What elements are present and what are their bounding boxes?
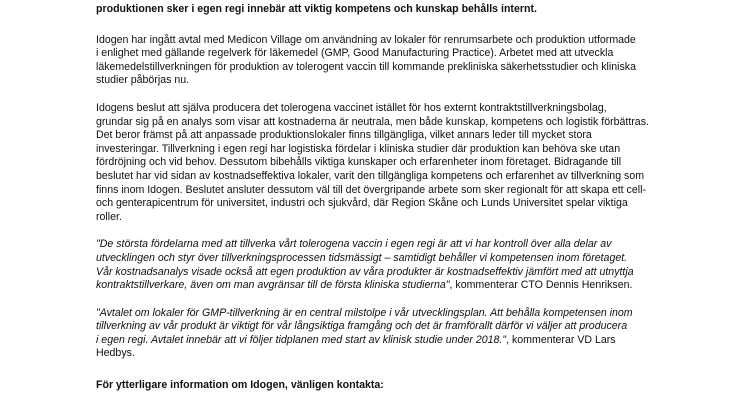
quote-line-italic: kontraktstillverkare, även om man avgränsar till de första kliniska studierna" — [96, 279, 450, 292]
quote-ceo — [96, 307, 656, 361]
quote-line: "Avtalet om lokaler för GMP-tillverkning är en central milstolpe i vår utvecklingsplan. Att behålla kompetensen inom — [96, 306, 633, 319]
contact-heading: För ytterligare information om Idogen, vänligen kontakta: — [96, 379, 384, 392]
lead-paragraph-fragment: produktionen sker i egen regi innebär att viktig kompetens och kunskap behålls internt. — [96, 3, 537, 15]
text-line: Det beror främst på att anpassade produktionslokaler finns tillgängliga, vilket annars leder till mycket stora — [96, 129, 592, 142]
text-line: och genterapicentrum för universitet, industri och sjukvård, där Region Skåne och Lunds Universitet spelar viktiga — [96, 197, 628, 210]
text-line: roller. — [96, 210, 122, 223]
quote-line: Vår kostnadsanalys visade också att egen produktion av våra produkter är kostnadseffektiv jämfört med att utnyttja — [96, 265, 634, 278]
quote-last-line — [96, 279, 656, 293]
paragraph-agreement — [96, 34, 656, 88]
text-line: Idogen har ingått avtal med Medicon Village om användning av lokaler för renrumsarbete och produktion utformade — [96, 33, 636, 46]
text-line: Idogens beslut att själva producera det tolerogena vaccinet istället för hos externt kontraktstillverkningsbolag, — [96, 101, 607, 114]
text-line: läkemedelstillverkningen för produktion av tolerogent vaccin till kommande prekliniska säkerhetsstudier och kliniska — [96, 60, 636, 73]
text-line: studier påbörjas nu. — [96, 74, 190, 87]
quote-line: tillverkning av vår produkt är viktigt för vår långsiktiga framgång och det är framförallt därför vi väljer att producera — [96, 320, 628, 333]
quote-cto — [96, 238, 656, 292]
press-release-page — [96, 0, 656, 393]
text-line: i enlighet med gällande regelverk för läkemedel (GMP, Good Manufacturing Practice). Arbetet med att utveckla — [96, 47, 614, 60]
text-line: beslutet har vid sidan av kostnadseffektiva lokaler, varit den tillgängliga kompetens och erfarenhet av tillverkning som — [96, 169, 645, 182]
paragraph-decision — [96, 102, 656, 224]
quote-line: "De största fördelarna med att tillverka vårt tolerogena vaccin i egen regi är att vi har kontroll över alla delar av — [96, 238, 612, 251]
text-line: investeringar. Tillverkning i egen regi har logistiska fördelar i kliniska studier där produktion kan behöva ske utan — [96, 142, 621, 155]
quote-attribution: , kommenterar CTO Dennis Henriksen. — [449, 279, 633, 292]
quote-last-line — [96, 334, 656, 348]
quote-attribution-continuation: Hedbys. — [96, 347, 135, 360]
text-line: fördröjning och vid behov. Dessutom bibehålls viktiga kunskaper och erfarenheter inom företaget. Bidragande till — [96, 156, 622, 169]
quote-line-italic: i egen regi. Avtalet innebär att vi följer tidplanen med start av klinisk studie under 2018." — [96, 333, 507, 346]
text-line: finns inom Idogen. Beslutet ansluter dessutom väl till det övergripande arbete som sker regionalt för att skapa ett cell- — [96, 183, 646, 196]
quote-attribution: , kommenterar VD Lars — [506, 333, 616, 346]
text-line: grundar sig på en analys som visar att kostnaderna är neutrala, men både kunskap, kompetens och logistik förbättras. — [96, 115, 649, 128]
quote-line: utvecklingen och styr över tillverkningsprocessen tidsmässigt – samtidigt behåller vi kompetensen inom företaget. — [96, 251, 628, 264]
